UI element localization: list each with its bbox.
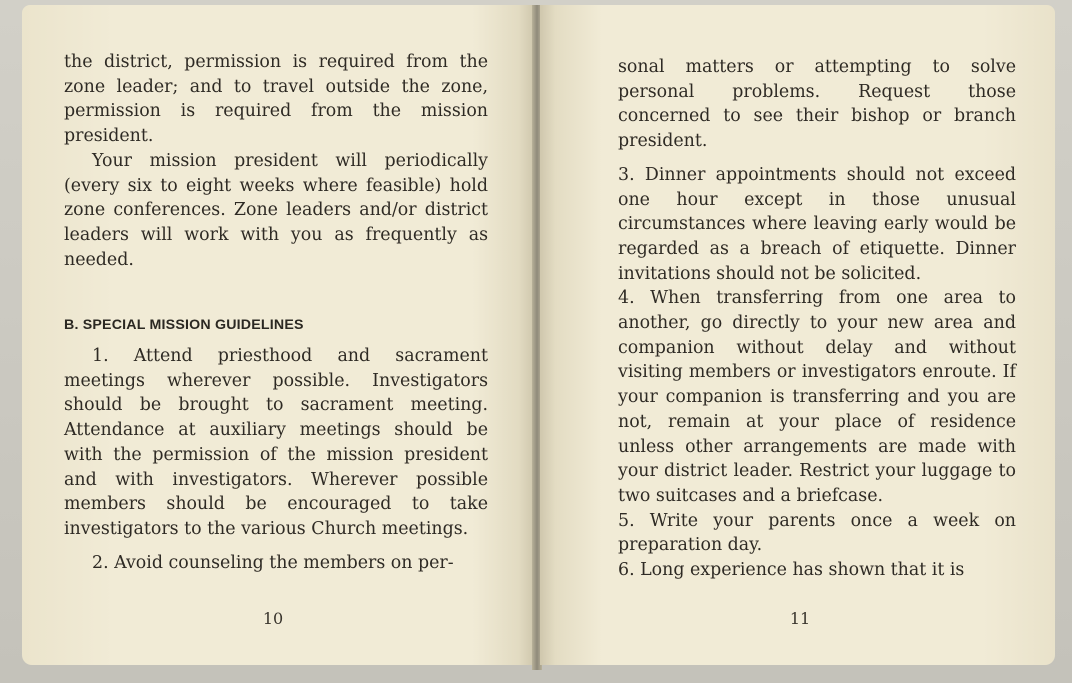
guideline-item-2: 2. Avoid counseling the members on per- — [92, 552, 454, 573]
left-page — [22, 5, 534, 665]
guideline-item-5: 5. Write your parents once a week on preparation day. — [618, 510, 1016, 556]
guideline-item-3: 3. Dinner appointments should not exceed one hour except in those unusual circumstances where leaving early would be regarded as a breach of etiquette. Dinner invitations should not be solicited. — [618, 164, 1016, 284]
guideline-item-2-continued: sonal matters or attempting to solve personal problems. Request those concerned to see their bishop or branch president. — [618, 57, 1016, 152]
guideline-item-6: 6. Long experience has shown that it is — [618, 560, 965, 581]
left-page-number: 10 — [262, 609, 284, 628]
guideline-item-4: 4. When transferring from one area to another, go directly to your new area and companion without delay and without visiting members or investigators enroute. If your companion is transferring and you are not, remain at your place of residence unless other arrangements are made with your district leader. Restrict your luggage to two suitcases and a briefcase. — [618, 288, 1016, 506]
right-page-number: 11 — [789, 609, 811, 628]
section-heading: B. SPECIAL MISSION GUIDELINES — [64, 317, 304, 334]
left-paragraph-continued: the district, permission is required from the zone leader; and to travel outside the zone, permission is required from the mission president. — [64, 52, 488, 147]
right-page — [540, 5, 1055, 665]
left-page-text — [64, 50, 488, 575]
guideline-item-1: 1. Attend priesthood and sacrament meetings wherever possible. Investigators should be brought to sacrament meeting. Attendance at auxiliary meetings should be with the permission of the mission president and with investigators. Wherever possible members should be encouraged to take investigators to the various Church meetings. — [64, 346, 488, 539]
zone-conferences-paragraph: Your mission president will periodically (every six to eight weeks where feasible) hold zone conferences. Zone leaders and/or district leaders will work with you as frequently as needed. — [64, 150, 488, 270]
right-page-text — [618, 55, 1016, 583]
